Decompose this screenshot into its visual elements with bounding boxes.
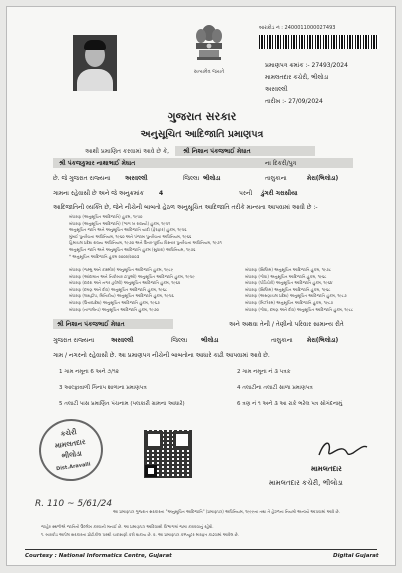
signatory-title: મામલતદાર [311, 465, 342, 473]
relation-text: ના દિકરી/પુત્ર [265, 160, 297, 167]
basis-item: 6 ત્રણ નં ૧ અને ૩ આ રાકે ભરેલ પત્ર સોગંદનામું [237, 401, 343, 407]
order-item: બંધારણ (અનુસૂચિત આદિજાતિ) (ભાગ ખ રાજ્યો) હુકમ, ૧૯૫૧ [69, 220, 171, 226]
government-title: ગુજરાત સરકાર [167, 110, 237, 123]
barcode [259, 35, 379, 49]
order-left-item: બંધારણ (જમ્મુ અને કાશ્મીર) અનુસૂચિત આદિજાતિ હુકમ, ૧૯૮૯ [69, 267, 174, 272]
basis-intro: ગામ / નગરનો રહેવાસી છે. આ પ્રમાણપત્ર નીચેની બાબતોના આધારે કાઢી આપવામાં આવે છે. [53, 352, 270, 359]
footer-notes: જાહેર સ્થળોએ જાતિનો ઉલ્લેખ કરવાની મનાઈ છે. આ પ્રમાણપત્ર આદિવાસી વિભાગમાં જમા કરાવવાનું રહેશે. ૧. બારકોડ આપેલ સરકારના પ્રોટોકોલ પરથી ચકાસણી કરી શકાય છે. ૨. આ પ્રમાણપત્ર કમ્પ્યૂટર મારફત કાઢવામાં આવેલ છે. [41, 524, 240, 537]
serial-value: 4 [159, 190, 164, 197]
digital-gujarat-text: Digital Gujarat [333, 553, 379, 559]
order-left-item: બંધારણ (દાદરા અને નગર હવેલી) અનુસૂચિત આદિજાતિ હુકમ, ૧૯૬૨ [69, 280, 181, 286]
tribe-name: ડુંગરી ગરાસીયા [261, 190, 298, 197]
orders-list [69, 214, 222, 260]
order-right-item: બંધારણ (સિક્કિમ) અનુસૂચિત આદિજાતિ હુકમ, ૧૯૭૮ [245, 267, 332, 272]
taluka-label: તાલુકાના [265, 175, 287, 182]
basis-item: 2 ગામ નમૂના નં ૩ પત્રક [237, 369, 291, 375]
order-item: અનુસૂચિત જાતિ અને અનુસૂચિત આદિજાતિ યાદી (ફેરફાર) હુકમ, ૧૯૫૬ [69, 227, 187, 233]
order-item: હિમાચલ પ્રદેશ રાજ્ય અધિનિયમ, ૧૯૭૦ અને ઉત્તર-પૂર્વીય વિસ્તાર પુનર્રચના અધિનિયમ, ૧૯૭૧ [69, 240, 222, 246]
applicant-photo [73, 35, 117, 91]
residence-label: અને અથવા તેની / તેણીનો પરિવાર સામાન્ય રીતે [229, 321, 344, 328]
guardian-name: શ્રી નિશાન પંકજભાઈ મેઘાત [183, 148, 251, 155]
district-name: અરવલ્લી [265, 86, 288, 93]
res-taluka-value: ભીલોડા [201, 337, 219, 344]
issue-date: તારીખ :- 27/09/2024 [265, 98, 323, 105]
emblem-caption: સત્યમેવ જયતે [193, 69, 225, 75]
state-label: છે. જે ગુજરાત રાજ્યના [53, 175, 111, 182]
district-label: જિલ્લા [183, 175, 200, 182]
national-emblem-icon [192, 23, 226, 69]
order-right-item: બંધારણ (ગોવા) અનુસૂચિત આદિજાતિ હુકમ, ૧૯૬૮ [245, 273, 327, 279]
certificate-page [6, 6, 396, 566]
basis-item: 4 તલાટીના તલાટી સાળા પ્રમાણપત્ર [237, 385, 313, 391]
footer-note: આ પ્રમાણપત્ર ગુજરાત સરકારના "અનુસૂચિત આદિજાતિ" (પ્રમાણપત્ર) અધિનિયમ, ૧૯૯૯ના તથા તે હેઠળના નિયમો અન્વયે આપવામાં આવે છે. [113, 509, 340, 514]
intro-text: આથી પ્રમાણિત કરવામાં આવે છે કે, [85, 148, 170, 155]
order-item: મુંબઈ પુનર્રચના અધિનિયમ, ૧૯૬૦ અને પંજાબ પુનર્રચના અધિનિયમ, ૧૯૬૬ [69, 233, 192, 239]
order-item: * અનુસૂચિત આદિજાતિ હુકમ ૨૦૦૨/૨૦૦૩ [69, 253, 140, 259]
order-left-item: બંધારણ (લક્ષદ્વીપ, મિનિકોય) અનુસૂચિત આદિજાતિ હુકમ, ૧૯૫૬ [69, 293, 174, 299]
barcode-number: બારકોડ નં : 2400011000027493 [259, 25, 336, 31]
courtesy-text: Courtesy : National Informatics Centre, Gujarat [25, 553, 172, 559]
tribe-recognition-text: આદિજાતિની વ્યક્તિ છે, જેને નીચેની બાબતો હેઠળ અનુસૂચિત આદિજાતિ તરીકે માન્યતા આપવામાં આવી છે :- [53, 204, 318, 211]
qr-corner [145, 465, 157, 477]
order-right-item: બંધારણ (ગોવા, દમણ અને દીવ) અનુસૂચિત આદિજાતિ હુકમ, ૧૯૮૮ [245, 306, 354, 312]
orders-right-list [245, 267, 353, 313]
certificate-title: અનુસૂચિત આદિજાતિ પ્રમાણપત્ર [140, 129, 264, 140]
village-value: મેરા(ભિલોડા) [307, 175, 339, 182]
basis-item: 1 ગામ નમૂના 6 અને ૭/૧૨ [59, 369, 119, 375]
footer-divider [25, 549, 377, 550]
taluka-value: ભીલોડા [203, 175, 221, 182]
res-district-value: અરવલ્લી [111, 337, 134, 344]
tribe-label: પરની [239, 190, 253, 197]
serial-label: ગામના રહેવાસી છે અને જે અનુક્રમાંક [53, 190, 144, 197]
order-item: અનુસૂચિત જાતિ અને અનુસૂચિત આદિજાતિ હુકમ (સુધારા) અધિનિયમ, ૧૯૭૬ [69, 246, 196, 252]
handwritten-note: R. 110 ~ 5/61/24 [35, 499, 113, 509]
res-state-label: ગુજરાત રાજ્યના [53, 337, 95, 344]
order-right-item: બંધારણ (અરુણાચલ પ્રદેશ) અનુસૂચિત આદિજાતિ હુકમ, ૧૯૮૭ [245, 293, 347, 299]
signature [315, 437, 369, 461]
order-left-item: બંધારણ (ઉત્તરપ્રદેશ) અનુસૂચિત આદિજાતિ હુકમ, ૧૯૬૭ [69, 299, 160, 305]
signatory-office: મામલતદાર કચેરી, ભીલોડા [269, 479, 343, 487]
res-district-label: જિલ્લા [171, 337, 188, 344]
order-left-item: બંધારણ (આંદામાન અને નિકોબાર ટાપુઓ) અનુસૂચિત આદિજાતિ હુકમ, ૧૯૫૯ [69, 273, 195, 279]
office-name: મામલતદાર કચેરી, ભીલોડા [265, 74, 329, 81]
res-taluka-label: તાલુકાના [271, 337, 293, 344]
district-value: અરવલ્લી [125, 175, 148, 182]
office-seal: કચેરી મામલતદાર ભીલોડા Dist.Aravalli [35, 415, 107, 485]
order-right-item: બંધારણ (પોંડિચેરી) અનુસૂચિત આદિજાતિ હુકમ, ૧૯૬૪ [245, 280, 333, 286]
residence-name: શ્રી નિશાન પંકજભાઈ મેઘાત [57, 321, 125, 328]
order-left-item: બંધારણ (નાગાલેન્ડ) અનુસૂચિત આદિજાતિ હુકમ, ૧૯૭૦ [69, 306, 159, 312]
applicant-name: શ્રી પંકજકુમાર નાથાભાઈ મેઘાત [59, 160, 136, 167]
basis-item: 3 આલ્ફાવાળી ગિનાપ શાળાના પ્રમાણપત્ર [59, 385, 147, 391]
order-item: બંધારણ (અનુસૂચિત આદિજાતિ) હુકમ, ૧૯૫૦ [69, 214, 143, 219]
order-left-item: બંધારણ (દમણ અને દીવ) અનુસૂચિત આદિજાતિ હુકમ, ૧૯૬૮ [69, 286, 168, 292]
basis-item: 5 તલાટી પાસ પ્રમાણિત પંચનામ (પલકારી ગ્રામના આધારે) [59, 401, 185, 407]
order-right-item: બંધારણ (સિક્કિમ) અનુસૂચિત આદિજાતિ હુકમ, ૧૯૬૮ [245, 286, 331, 292]
orders-left-list [69, 267, 195, 313]
res-village-value: મેરા(ભિલોડા) [307, 337, 339, 344]
order-right-item: બંધારણ (મિઝોરમ) અનુસૂચિત આદિજાતિ હુકમ, ૧૯૮૭ [245, 299, 334, 305]
certificate-number: પ્રમાણપત્ર ક્રમાંક :- 27493/2024 [265, 62, 348, 69]
